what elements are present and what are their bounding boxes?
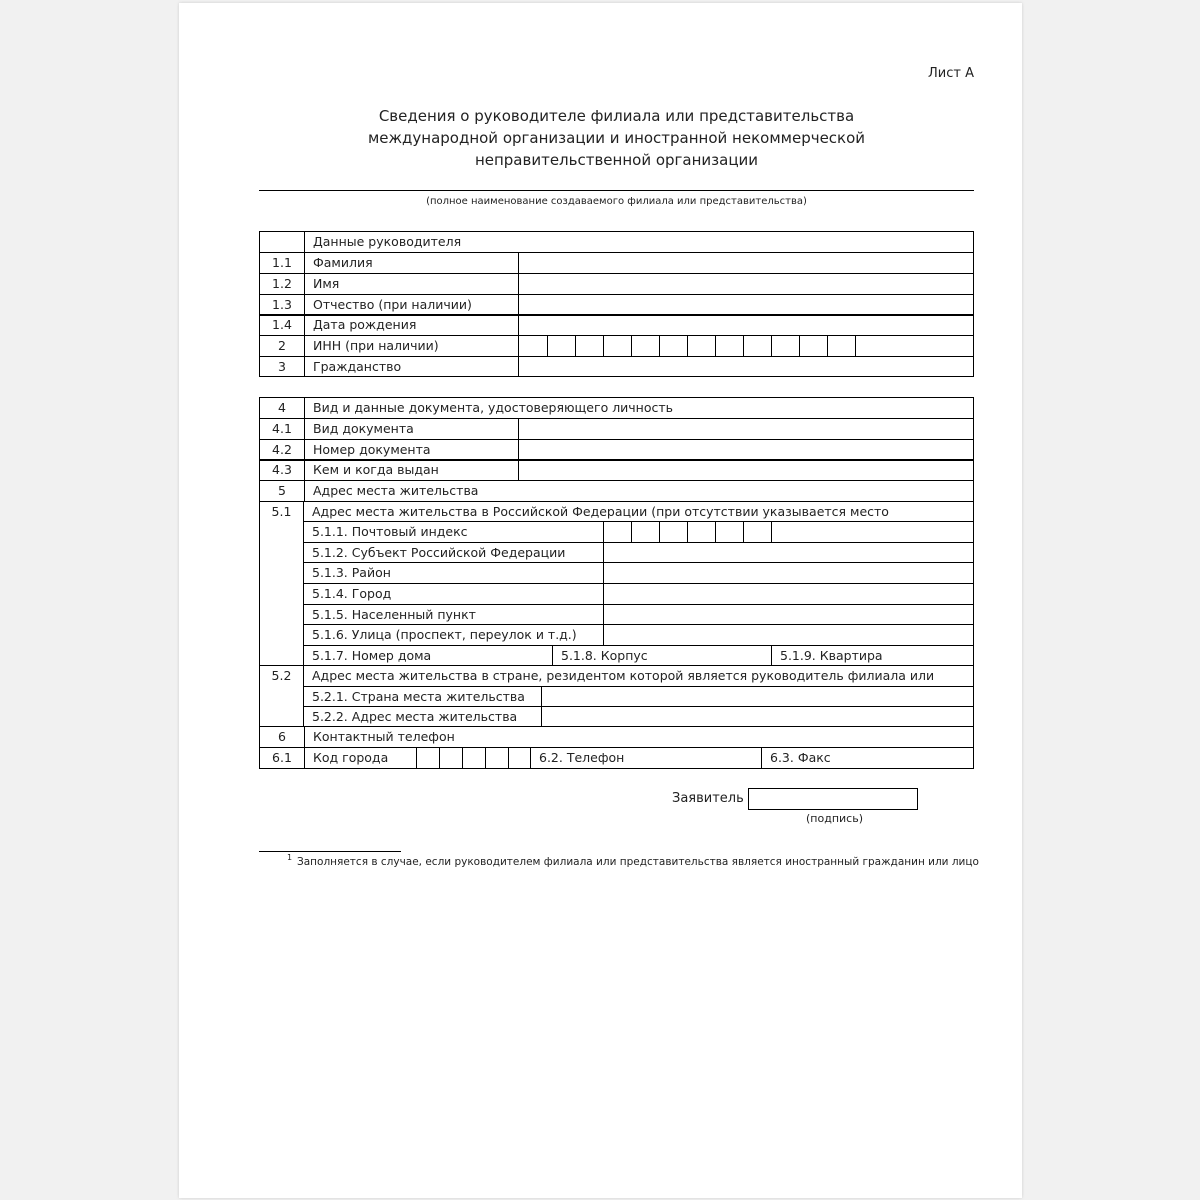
row-4-3: [259, 459, 974, 481]
inn-digit-box[interactable]: [771, 336, 799, 356]
row-3: [259, 356, 974, 377]
footnote-separator: [259, 851, 401, 852]
city-code-digit-box[interactable]: [439, 748, 462, 768]
row-number: 4.2: [272, 442, 292, 457]
row-5-2-number: [259, 665, 304, 727]
row-number: 1.1: [272, 255, 292, 270]
inn-digit-box[interactable]: [603, 336, 631, 356]
row-label: 5.1.3. Район: [312, 565, 391, 580]
row-label: Вид документа: [304, 419, 518, 439]
row-number: 6.1: [272, 750, 292, 765]
row-label: 5.1.5. Населенный пункт: [312, 607, 476, 622]
row-label: 5.1.6. Улица (проспект, переулок и т.д.): [312, 627, 577, 642]
row-label: Код города: [304, 748, 416, 768]
row-5-1-7: [303, 645, 974, 666]
row-6: [259, 726, 974, 748]
row-4-2: [259, 439, 974, 461]
row-4-1: [259, 418, 974, 440]
row-label: Адрес места жительства в Российской Федерации (при отсутствии указывается место: [312, 504, 889, 519]
sheet-label: Лист А: [928, 66, 974, 81]
row-label: Фамилия: [304, 253, 518, 273]
city-code-digit-box[interactable]: [485, 748, 508, 768]
row-5-1-5: [303, 604, 974, 625]
row-5-2: [303, 665, 974, 687]
citizenship-field[interactable]: [518, 357, 973, 376]
inn-digit-box[interactable]: [827, 336, 855, 356]
inn-digit-box[interactable]: [659, 336, 687, 356]
row-label: Имя: [304, 274, 518, 294]
birth-date-field[interactable]: [518, 315, 973, 335]
postal-digit-box[interactable]: [715, 522, 743, 542]
district-field[interactable]: [603, 563, 973, 583]
row-label: Адрес места жительства в стране, резидентом которой является руководитель филиала или: [312, 668, 935, 683]
row-label: Дата рождения: [304, 315, 518, 335]
apartment-field[interactable]: 5.1.9. Квартира: [771, 646, 973, 665]
title-line-3: неправительственной организации: [474, 151, 759, 169]
building-field[interactable]: 5.1.8. Корпус: [552, 646, 772, 665]
signature-caption: (подпись): [806, 812, 863, 825]
row-number: 4.3: [272, 462, 292, 477]
document-number-field[interactable]: [518, 440, 973, 460]
row-5: [259, 480, 974, 502]
inn-digit-box[interactable]: [631, 336, 659, 356]
form-title: [259, 105, 974, 171]
title-line-2: международной организации и иностранной некоммерческой: [367, 129, 866, 147]
row-number: 5.1: [271, 504, 292, 519]
row-5-1: [303, 501, 974, 522]
row-number: 1.2: [272, 276, 292, 291]
inn-field: [518, 336, 973, 356]
city-field[interactable]: [603, 584, 973, 604]
postal-digit-box[interactable]: [743, 522, 771, 542]
row-1-4: [259, 314, 974, 336]
row-label: Контактный телефон: [304, 727, 973, 747]
patronymic-field[interactable]: [518, 295, 973, 315]
residence-country-field[interactable]: [541, 687, 973, 706]
house-number-field[interactable]: 5.1.7. Номер дома: [312, 648, 432, 663]
row-5-2-2: [303, 706, 974, 727]
phone-field[interactable]: 6.2. Телефон: [530, 748, 761, 768]
organization-name-caption: (полное наименование создаваемого филиала или представительства): [426, 196, 807, 207]
surname-field[interactable]: [518, 253, 973, 273]
section1-header-row: [259, 231, 974, 253]
applicant-label: Заявитель: [672, 791, 744, 806]
row-label: 5.1.4. Город: [312, 586, 392, 601]
row-label: 5.2.1. Страна места жительства: [312, 689, 525, 704]
row-label: Адрес места жительства: [304, 481, 973, 501]
postal-digit-box[interactable]: [659, 522, 687, 542]
footnote-mark: 1: [287, 853, 293, 862]
row-number: 5: [278, 483, 286, 498]
row-number: 2: [278, 338, 286, 353]
inn-digit-box[interactable]: [687, 336, 715, 356]
row-label: Гражданство: [304, 357, 518, 376]
issued-by-field[interactable]: [518, 460, 973, 480]
row-5-1-4: [303, 583, 974, 605]
row-label: Вид и данные документа, удостоверяющего личность: [304, 398, 973, 418]
row-number: 1.3: [272, 297, 292, 312]
settlement-field[interactable]: [603, 605, 973, 624]
row-label: Номер документа: [304, 440, 518, 460]
inn-digit-box[interactable]: [799, 336, 827, 356]
inn-digit-box[interactable]: [715, 336, 743, 356]
title-line-1: Сведения о руководителе филиала или представительства: [378, 107, 855, 125]
inn-digit-box[interactable]: [743, 336, 771, 356]
row-5-1-number: [259, 501, 304, 666]
section1-header: Данные руководителя: [304, 232, 973, 252]
city-code-digit-box[interactable]: [416, 748, 439, 768]
row-1-1: [259, 252, 974, 274]
row-5-1-6: [303, 624, 974, 646]
row-1-3: [259, 294, 974, 316]
row-4: [259, 397, 974, 419]
row-5-1-1: [303, 521, 974, 543]
row-5-2-1: [303, 686, 974, 707]
document-type-field[interactable]: [518, 419, 973, 439]
organization-name-line[interactable]: [259, 190, 974, 191]
row-label: Отчество (при наличии): [304, 295, 518, 315]
row-6-1: [259, 747, 974, 769]
row-2: [259, 335, 974, 357]
postal-digit-box[interactable]: [631, 522, 659, 542]
row-label: 5.1.2. Субъект Российской Федерации: [312, 545, 566, 560]
row-1-2: [259, 273, 974, 295]
row-label: Кем и когда выдан: [304, 460, 518, 480]
signature-field[interactable]: [748, 788, 918, 810]
row-number: 5.2: [271, 668, 292, 683]
residence-address-field[interactable]: [541, 707, 973, 726]
region-field[interactable]: [603, 543, 973, 562]
row-label: 5.1.1. Почтовый индекс: [312, 524, 468, 539]
row-number: 3: [278, 359, 286, 374]
postal-digit-box[interactable]: [687, 522, 715, 542]
street-field[interactable]: [603, 625, 973, 645]
row-label: ИНН (при наличии): [304, 336, 518, 356]
row-number: 1.4: [272, 317, 292, 332]
inn-digit-box[interactable]: [547, 336, 575, 356]
postal-code-field: [603, 522, 973, 542]
first-name-field[interactable]: [518, 274, 973, 294]
inn-digit-box[interactable]: [575, 336, 603, 356]
row-number: 4.1: [272, 421, 292, 436]
city-code-digit-box[interactable]: [462, 748, 485, 768]
row-5-1-3: [303, 562, 974, 584]
row-number: 4: [278, 400, 286, 415]
row-5-1-2: [303, 542, 974, 563]
fax-field[interactable]: 6.3. Факс: [761, 748, 973, 768]
row-number: 6: [278, 729, 286, 744]
footnote-text: Заполняется в случае, если руководителем филиала или представительства является иностранный гражданин или лицо: [297, 856, 979, 868]
row-label: 5.2.2. Адрес места жительства: [312, 709, 518, 724]
